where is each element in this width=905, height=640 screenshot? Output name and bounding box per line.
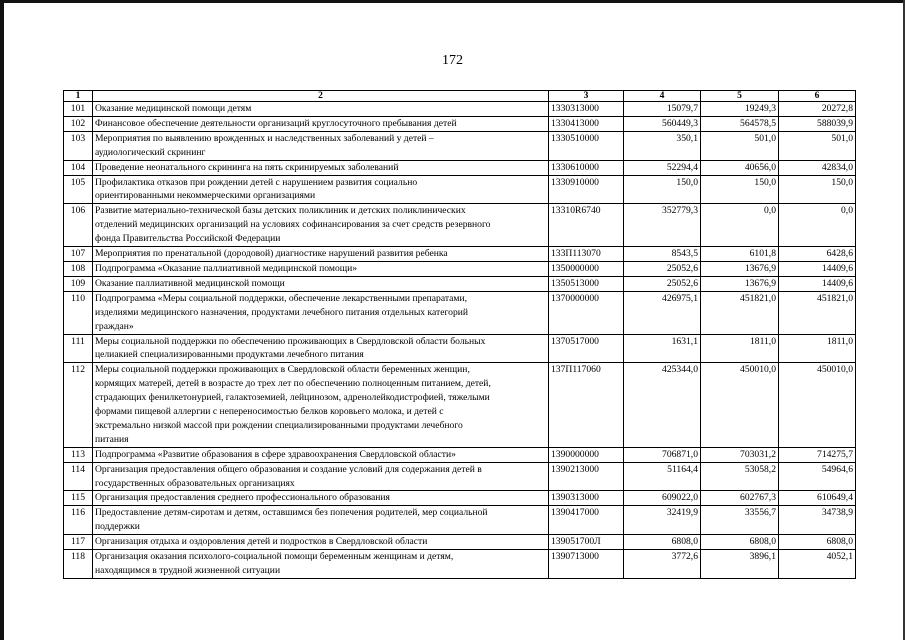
row-name-line: Финансовое обеспечение деятельности организаций круглосуточного пребывания детей (95, 117, 457, 129)
row-code: 1350513000 (549, 276, 624, 291)
table-row (64, 447, 856, 462)
row-number: 107 (64, 247, 93, 262)
row-number: 115 (64, 491, 93, 506)
table-row (64, 363, 856, 447)
row-code: 1390213000 (549, 462, 624, 491)
table-header-row (64, 91, 856, 102)
row-value-col6: 20272,8 (779, 102, 856, 117)
row-name (93, 363, 549, 447)
row-value-col4: 51164,4 (624, 462, 701, 491)
column-header: 6 (779, 91, 856, 102)
row-name (93, 506, 549, 535)
row-value-col5: 703031,2 (701, 447, 779, 462)
table-row (64, 550, 856, 579)
row-name-line: Меры социальной поддержки по обеспечению проживающих в Свердловской области больных (95, 335, 486, 347)
row-value-col4: 1631,1 (624, 334, 701, 363)
row-code: 1330610000 (549, 160, 624, 175)
row-code: 1390713000 (549, 550, 624, 579)
row-name-line: Организация оказания психолого-социальной помощи беременным женщинам и детям, (95, 551, 454, 563)
row-name-line: Организация предоставления общего образования и создание условий для содержания детей в (95, 463, 482, 475)
row-value-col6: 501,0 (779, 131, 856, 160)
row-name (93, 550, 549, 579)
row-value-col6: 0,0 (779, 204, 856, 247)
row-value-col5: 564578,5 (701, 116, 779, 131)
row-code: 1330313000 (549, 102, 624, 117)
row-name-line: Оказание медицинской помощи детям (95, 103, 252, 114)
row-name-line: аудиологический скрининг (95, 146, 206, 158)
row-name (93, 247, 549, 262)
row-name-line: государственных образовательных организациях (95, 477, 295, 489)
row-name (93, 175, 549, 204)
row-code: 1370517000 (549, 334, 624, 363)
row-number: 118 (64, 550, 93, 579)
row-name-line: отделений медицинских организаций на условиях софинансирования за счет средств резервного (95, 219, 491, 231)
row-name-line: Проведение неонатального скрининга на пять скринируемых заболеваний (95, 161, 399, 173)
row-name (93, 276, 549, 291)
row-code: 139051700Л (549, 535, 624, 550)
page-number: 172 (442, 53, 463, 68)
row-code: 137П117060 (549, 363, 624, 447)
row-name-line: поддержки (95, 521, 140, 533)
row-number: 113 (64, 447, 93, 462)
row-name-line: страдающих фенилкетонурией, галактоземией, лейцинозом, адренолейкодистрофией, тяжелыми (95, 392, 490, 404)
row-name (93, 160, 549, 175)
row-value-col4: 560449,3 (624, 116, 701, 131)
row-number: 109 (64, 276, 93, 291)
row-name (93, 334, 549, 363)
row-name (93, 291, 549, 334)
row-value-col5: 0,0 (701, 204, 779, 247)
row-value-col4: 706871,0 (624, 447, 701, 462)
row-value-col6: 450010,0 (779, 363, 856, 447)
row-value-col6: 1811,0 (779, 334, 856, 363)
row-value-col6: 588039,9 (779, 116, 856, 131)
page-edge-top (0, 0, 905, 3)
row-value-col6: 14409,6 (779, 276, 856, 291)
row-number: 111 (64, 334, 93, 363)
row-value-col5: 53058,2 (701, 462, 779, 491)
table-row (64, 261, 856, 276)
row-name-line: Подпрограмма «Оказание паллиативной медицинской помощи» (95, 262, 358, 274)
row-code: 1350000000 (549, 261, 624, 276)
table-row (64, 160, 856, 175)
row-value-col6: 14409,6 (779, 261, 856, 276)
row-value-col4: 426975,1 (624, 291, 701, 334)
row-name-line: Развитие материально-технической базы детских поликлиник и детских поликлинических (95, 205, 466, 217)
row-name-line: ориентированными некоммерческими организациями (95, 190, 316, 202)
row-name-line: Организация отдыха и оздоровления детей и подростков в Свердловской области (95, 536, 428, 548)
row-value-col4: 350,1 (624, 131, 701, 160)
row-value-col4: 352779,3 (624, 204, 701, 247)
row-name-line: Подпрограмма «Развитие образования в сфере здравоохранения Свердловской области» (95, 448, 456, 460)
row-code: 1390000000 (549, 447, 624, 462)
row-code: 133П113070 (549, 247, 624, 262)
row-name (93, 102, 549, 117)
table-row (64, 204, 856, 247)
row-name-line: Предоставление детям-сиротам и детям, оставшимся без попечения родителей, мер социальной (95, 507, 488, 519)
row-value-col4: 150,0 (624, 175, 701, 204)
row-name-line: Мероприятия по пренатальной (дородовой) диагностике нарушений развития ребенка (95, 248, 448, 260)
row-number: 106 (64, 204, 93, 247)
row-number: 112 (64, 363, 93, 447)
row-value-col6: 150,0 (779, 175, 856, 204)
row-value-col5: 6101,8 (701, 247, 779, 262)
row-name-line: целиакией специализированными продуктами лечебного питания (95, 349, 364, 361)
row-code: 1370000000 (549, 291, 624, 334)
row-value-col4: 8543,5 (624, 247, 701, 262)
row-value-col4: 6808,0 (624, 535, 701, 550)
row-value-col6: 451821,0 (779, 291, 856, 334)
row-value-col6: 714275,7 (779, 447, 856, 462)
row-name-line: граждан» (95, 320, 134, 332)
row-name (93, 535, 549, 550)
row-number: 102 (64, 116, 93, 131)
row-name-line: формами пищевой аллергии с непереносимостью белков коровьего молока, и детей с (95, 406, 444, 418)
table-row (64, 131, 856, 160)
column-header: 4 (624, 91, 701, 102)
row-code: 1390313000 (549, 491, 624, 506)
row-name-line: изделиями медицинского назначения, продуктами лечебного питания отдельных категорий (95, 306, 469, 318)
row-value-col5: 13676,9 (701, 276, 779, 291)
row-name-line: экстремально низкой массой при рождении специализированными продуктами лечебного (95, 419, 463, 431)
row-number: 104 (64, 160, 93, 175)
row-value-col4: 609022,0 (624, 491, 701, 506)
row-value-col5: 6808,0 (701, 535, 779, 550)
row-name (93, 491, 549, 506)
row-value-col4: 3772,6 (624, 550, 701, 579)
row-name (93, 462, 549, 491)
column-header: 2 (93, 91, 549, 102)
row-value-col5: 451821,0 (701, 291, 779, 334)
table-row (64, 116, 856, 131)
row-value-col5: 150,0 (701, 175, 779, 204)
row-number: 110 (64, 291, 93, 334)
row-value-col4: 25052,6 (624, 261, 701, 276)
row-name-line: Меры социальной поддержки проживающих в Свердловской области беременных женщин, (95, 364, 470, 376)
row-number: 114 (64, 462, 93, 491)
row-code: 1330413000 (549, 116, 624, 131)
row-number: 116 (64, 506, 93, 535)
row-number: 117 (64, 535, 93, 550)
row-name-line: Организация предоставления среднего профессионального образования (95, 492, 390, 504)
row-name (93, 261, 549, 276)
table-row (64, 102, 856, 117)
row-name-line: питания (95, 433, 129, 445)
table-row (64, 175, 856, 204)
row-name-line: Мероприятия по выявлению врожденных и наследственных заболеваний у детей – (95, 132, 434, 144)
table-row (64, 276, 856, 291)
row-value-col4: 425344,0 (624, 363, 701, 447)
row-code: 13310R6740 (549, 204, 624, 247)
column-header: 1 (64, 91, 93, 102)
row-value-col5: 13676,9 (701, 261, 779, 276)
table-body (64, 102, 856, 579)
page-edge-left (0, 0, 4, 640)
table-row (64, 491, 856, 506)
row-name-line: Оказание паллиативной медицинской помощи (95, 277, 285, 289)
row-value-col5: 3896,1 (701, 550, 779, 579)
row-value-col4: 15079,7 (624, 102, 701, 117)
row-value-col6: 6808,0 (779, 535, 856, 550)
row-value-col4: 52294,4 (624, 160, 701, 175)
row-value-col6: 42834,0 (779, 160, 856, 175)
budget-table (63, 90, 856, 579)
row-name-line: фонда Правительства Российской Федерации (95, 233, 281, 245)
row-value-col6: 610649,4 (779, 491, 856, 506)
row-value-col5: 450010,0 (701, 363, 779, 447)
row-name (93, 204, 549, 247)
table-row (64, 506, 856, 535)
row-code: 1330910000 (549, 175, 624, 204)
row-name (93, 116, 549, 131)
row-value-col4: 25052,6 (624, 276, 701, 291)
table-row (64, 462, 856, 491)
row-number: 101 (64, 102, 93, 117)
row-name (93, 447, 549, 462)
row-value-col5: 501,0 (701, 131, 779, 160)
row-value-col5: 33556,7 (701, 506, 779, 535)
row-name-line: Подпрограмма «Меры социальной поддержки, обеспечение лекарственными препаратами, (95, 292, 468, 304)
row-value-col6: 34738,9 (779, 506, 856, 535)
row-name-line: кормящих матерей, детей в возрасте до трех лет по обеспечению полноценным питанием, детей, (95, 378, 491, 390)
table-row (64, 247, 856, 262)
row-value-col5: 40656,0 (701, 160, 779, 175)
row-name (93, 131, 549, 160)
row-value-col4: 32419,9 (624, 506, 701, 535)
row-value-col6: 6428,6 (779, 247, 856, 262)
row-name-line: находящимся в трудной жизненной ситуации (95, 565, 281, 576)
row-value-col6: 54964,6 (779, 462, 856, 491)
row-number: 108 (64, 261, 93, 276)
row-code: 1390417000 (549, 506, 624, 535)
row-name-line: Профилактика отказов при рождении детей с нарушением развития социально (95, 176, 418, 188)
table-row (64, 535, 856, 550)
row-value-col5: 602767,3 (701, 491, 779, 506)
row-value-col5: 19249,3 (701, 102, 779, 117)
row-value-col6: 4052,1 (779, 550, 856, 579)
row-number: 105 (64, 175, 93, 204)
column-header: 3 (549, 91, 624, 102)
table-row (64, 291, 856, 334)
row-number: 103 (64, 131, 93, 160)
row-value-col5: 1811,0 (701, 334, 779, 363)
row-code: 1330510000 (549, 131, 624, 160)
column-header: 5 (701, 91, 779, 102)
table-row (64, 334, 856, 363)
